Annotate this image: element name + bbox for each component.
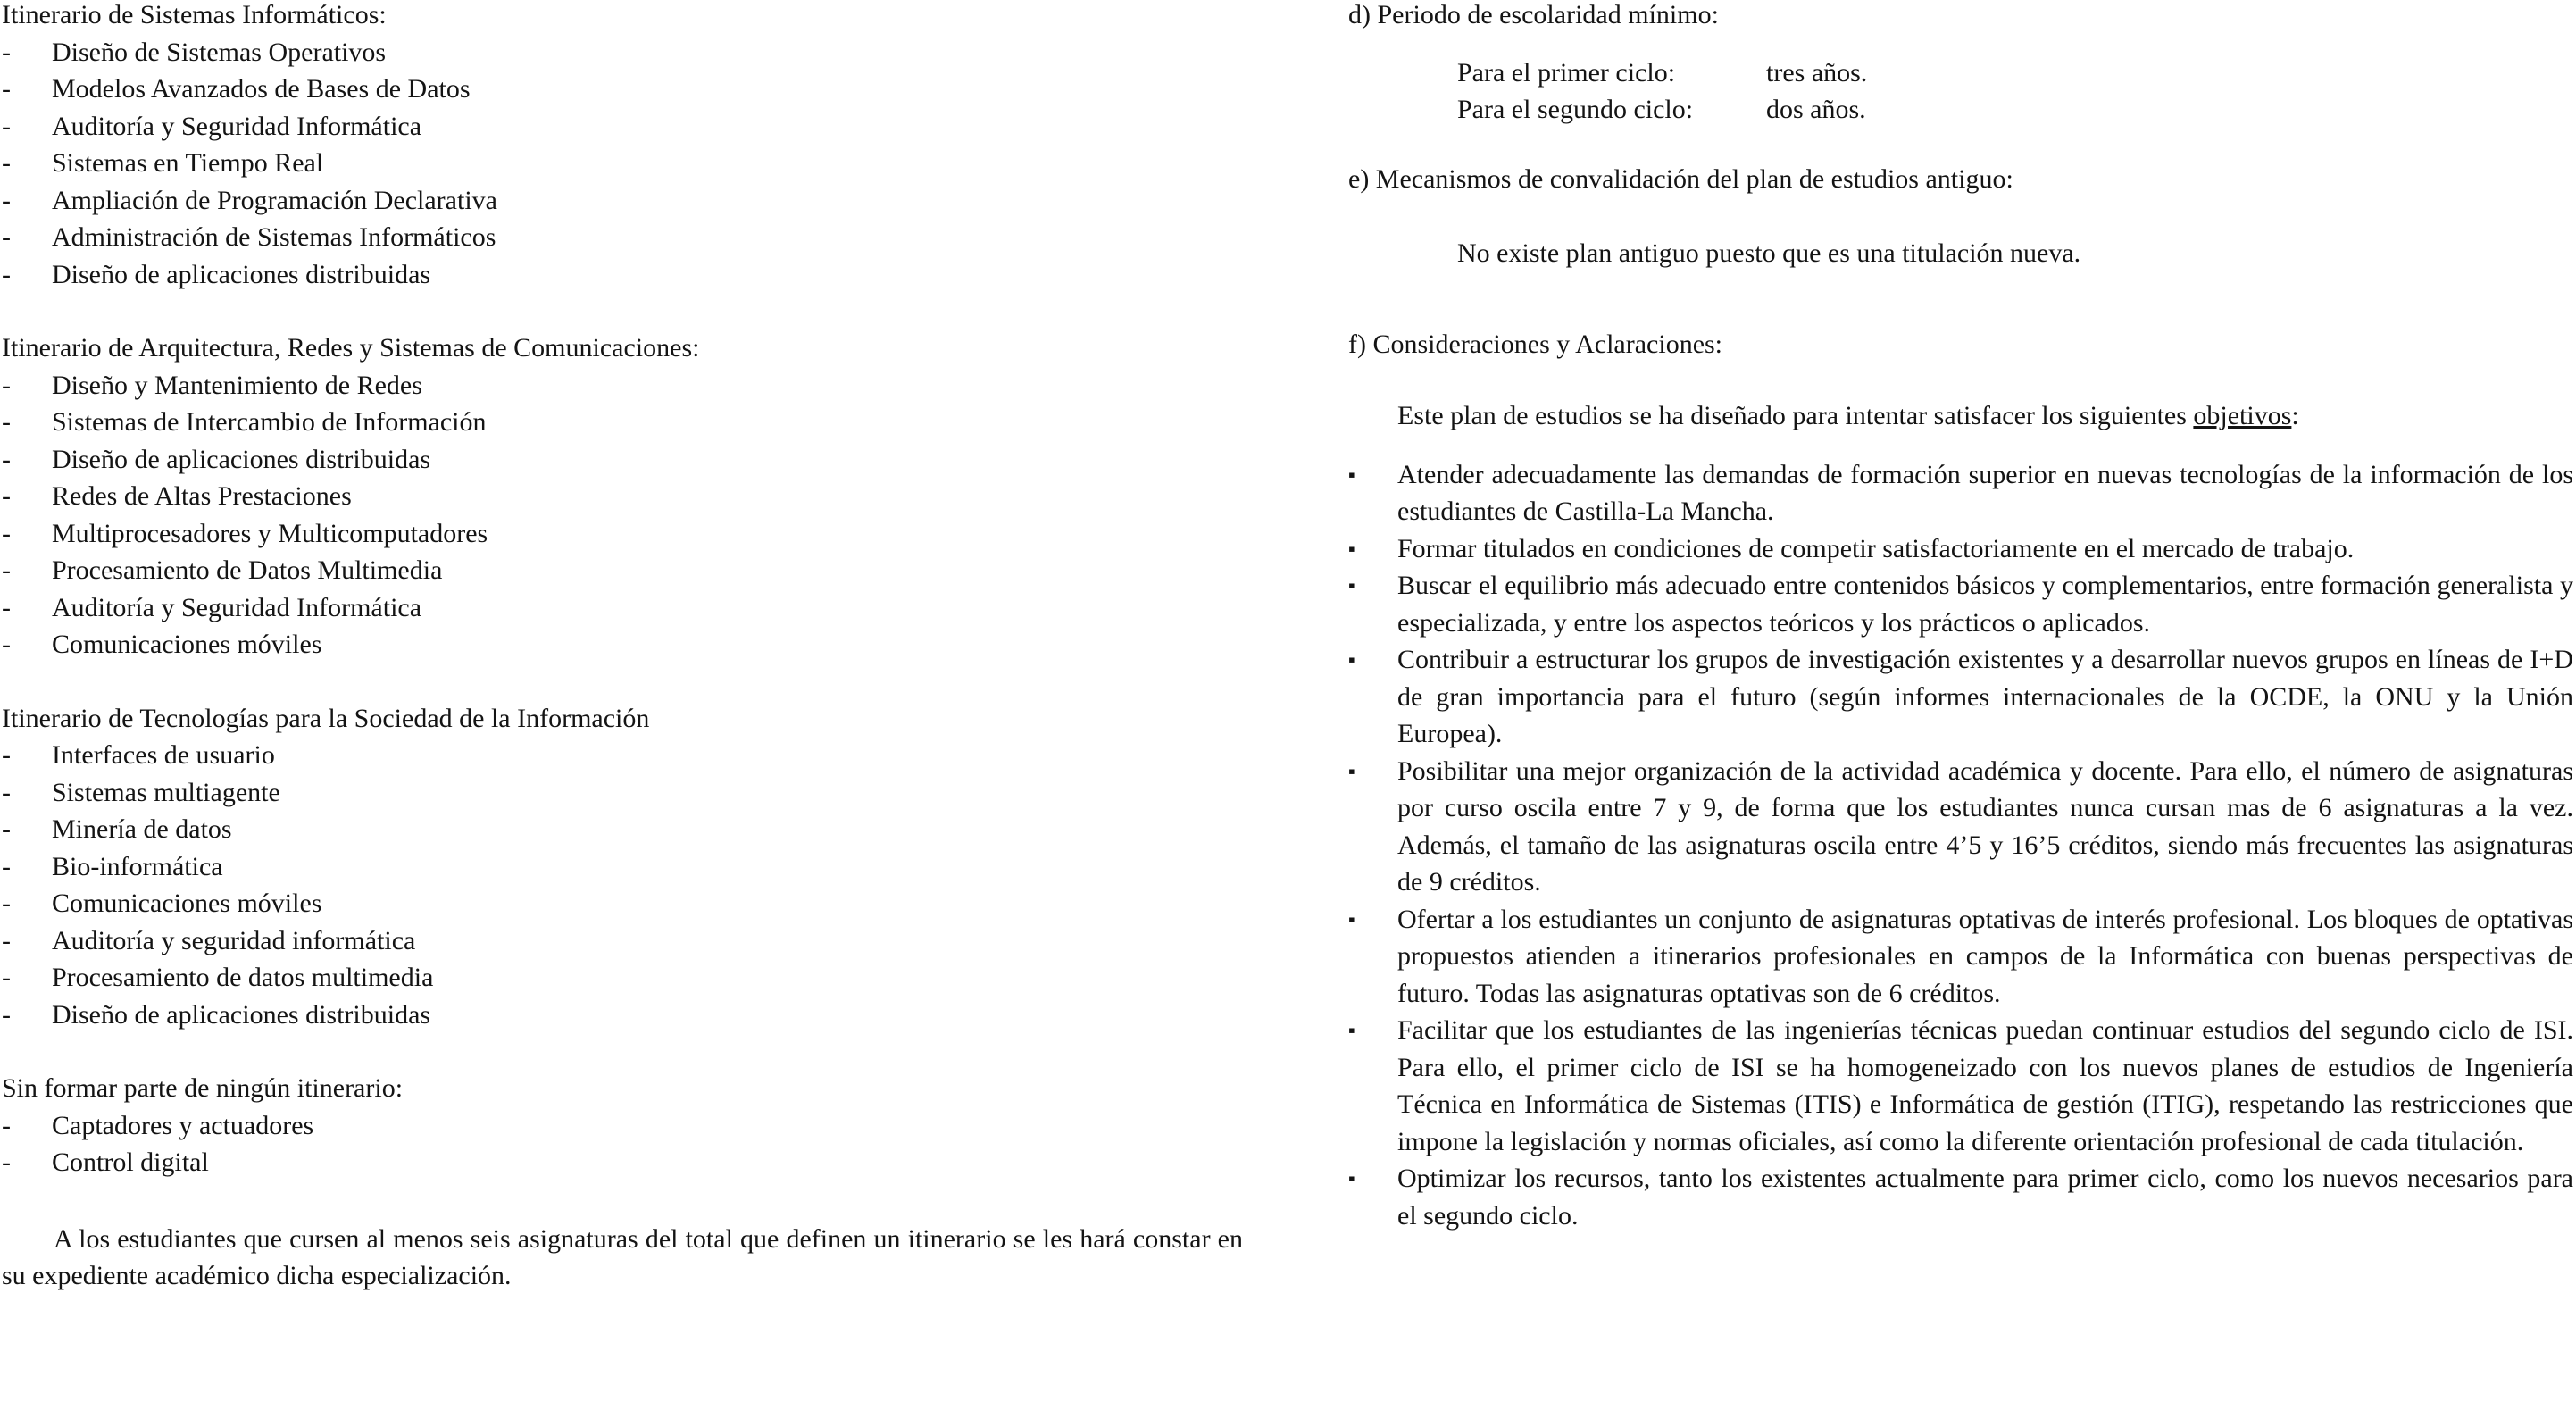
bullet-marker: ▪ [1348,537,1355,560]
dash-marker: - [2,925,11,955]
course-name: Administración de Sistemas Informáticos [52,222,496,252]
course-name: Captadores y actuadores [52,1110,314,1140]
course-name: Redes de Altas Prestaciones [52,481,352,511]
course-name: Comunicaciones móviles [52,630,322,659]
bullet-marker: ▪ [1348,759,1355,782]
spacer [2,1181,1270,1221]
dash-marker: - [2,481,11,511]
period-value: dos años. [1766,95,1866,124]
dash-marker: - [2,444,11,474]
period-table [1457,54,1867,129]
list-item [1348,567,2573,641]
no-itinerary [2,1070,1270,1181]
dash-marker: - [2,777,11,807]
section-heading: f) Consideraciones y Aclaraciones: [1348,329,1723,359]
section-heading: d) Periodo de escolaridad mínimo: [1348,0,1719,29]
right-column [1348,0,2573,1234]
left-column [2,0,1270,1295]
course-name: Procesamiento de datos multimedia [52,963,434,992]
course-name: Sistemas en Tiempo Real [52,148,324,178]
bullet-marker: ▪ [1348,907,1355,930]
dash-marker: - [2,851,11,881]
list-item [1348,753,2573,901]
dash-marker: - [2,37,11,67]
list-item [1348,641,2573,753]
itinerary-tecnologias [2,700,1270,1034]
course-name: Bio-informática [52,851,223,881]
course-list [2,367,1270,663]
bullet-marker: ▪ [1348,1019,1355,1041]
dash-marker: - [2,740,11,770]
dash-marker: - [2,407,11,437]
dash-marker: - [2,518,11,548]
course-name: Minería de datos [52,814,232,844]
course-name: Diseño de aplicaciones distribuidas [52,259,431,289]
list-item [1348,530,2573,568]
section-d [1348,0,2573,129]
section-heading: e) Mecanismos de convalidación del plan de estudios antiguo: [1348,163,2013,194]
list-item [2,997,1270,1034]
bullet-marker: ▪ [1348,574,1355,597]
course-name: Procesamiento de Datos Multimedia [52,555,443,585]
course-name: Interfaces de usuario [52,740,275,770]
objective-text: Contribuir a estructurar los grupos de investigación existentes y a desarrollar nuevos grupos en líneas de I+D de gran importancia para el futuro (según informes internacionales de la OCDE, la ONU y la Unión Europea). [1397,645,2573,748]
itinerary-arquitectura [2,330,1270,663]
list-item [2,145,1270,182]
itinerary-heading: Itinerario de Sistemas Informáticos: [2,0,387,29]
objective-text: Facilitar que los estudiantes de las ingenierías técnicas puedan continuar estudios del segundo ciclo de ISI. Para ello, el primer ciclo de ISI se ha homogeneizado con los nuevos planes de estudios de Ingeniería Técnica en Informática de Sistemas (ITIS) e Informática de gestión (ITIG), respetando las restricciones que impone la legislación y normas oficiales, así como la diferente orientación profesional de cada titulación. [1397,1015,2573,1156]
list-item [2,552,1270,589]
list-item [2,71,1270,108]
list-item [2,441,1270,479]
course-name: Diseño de aplicaciones distribuidas [52,444,431,474]
dash-marker: - [2,1147,11,1177]
course-list [2,34,1270,294]
spacer [1348,363,2573,397]
list-item [2,848,1270,886]
list-item [2,219,1270,256]
course-list [2,737,1270,1033]
list-item [1348,901,2573,1013]
itinerary-heading: Itinerario de Arquitectura, Redes y Sistemas de Comunicaciones: [2,333,700,363]
list-item [2,922,1270,960]
spacer [1348,272,2573,326]
period-label: Para el segundo ciclo: [1457,95,1694,124]
spacer [2,293,1270,330]
dash-marker: - [2,222,11,252]
period-label: Para el primer ciclo: [1457,57,1676,88]
course-name: Ampliación de Programación Declarativa [52,185,497,215]
dash-marker: - [2,185,11,215]
list-item [2,1144,1270,1181]
list-item [2,1107,1270,1145]
list-item [2,256,1270,294]
dash-marker: - [2,963,11,992]
dash-marker: - [2,630,11,659]
objective-text: Formar titulados en condiciones de competir satisfactoriamente en el mercado de trabajo. [1397,533,2355,563]
dash-marker: - [2,148,11,178]
course-name: Comunicaciones móviles [52,889,322,918]
course-name: Sistemas de Intercambio de Información [52,407,487,437]
itinerary-sistemas [2,0,1270,293]
dash-marker: - [2,999,11,1030]
course-list [2,1107,1270,1181]
list-item [2,959,1270,997]
objectives-list [1348,456,2573,1235]
course-name: Auditoría y Seguridad Informática [52,592,422,622]
intro-text: Este plan de estudios se ha diseñado para intentar satisfacer los siguientes [1397,401,2194,430]
list-item [2,367,1270,405]
spacer [2,663,1270,700]
list-item [2,515,1270,553]
list-item [2,626,1270,663]
course-name: Diseño de aplicaciones distribuidas [52,999,431,1030]
bullet-marker: ▪ [1348,1167,1355,1189]
itinerary-heading: Sin formar parte de ningún itinerario: [2,1073,404,1103]
objective-text: Atender adecuadamente las demandas de formación superior en nuevas tecnologías de la información de los estudiantes de Castilla-La Mancha. [1397,459,2573,526]
section-e [1348,161,2573,272]
objectives-intro [1348,397,2573,435]
objective-text: Posibilitar una mejor organización de la actividad académica y docente. Para ello, el número de asignaturas por curso oscila entre 7 y 9, de forma que los estudiantes nunca cursan mas de 6 asignaturas a la vez. Además, el tamaño de las asignaturas oscila entre 4’5 y 16’5 créditos, siendo más frecuentes las asignaturas de 9 créditos. [1397,755,2573,897]
list-item [2,34,1270,71]
list-item [2,589,1270,627]
table-row [1457,91,1867,129]
list-item [1348,1160,2573,1234]
list-item [2,885,1270,922]
course-name: Diseño y Mantenimiento de Redes [52,370,422,400]
course-name: Auditoría y Seguridad Informática [52,111,422,141]
objective-text: Ofertar a los estudiantes un conjunto de asignaturas optativas de interés profesional. Los bloques de optativas propuestos atienden a itinerarios profesionales en campos de la Informática con buenas perspectivas de futuro. Todas las asignaturas optativas son de 6 créditos. [1397,904,2573,1008]
dash-marker: - [2,370,11,400]
table-row [1457,54,1867,92]
spacer [1348,197,2573,235]
objective-text: Buscar el equilibrio más adecuado entre contenidos básicos y complementarios, entre formación generalista y especializada, y entre los aspectos teóricos y los prácticos o aplicados. [1397,571,2573,638]
list-item [2,404,1270,441]
objectives-word: objetivos [2193,401,2292,430]
dash-marker: - [2,889,11,918]
section-text: No existe plan antiguo puesto que es una titulación nueva. [1457,238,2081,268]
spacer [2,1033,1270,1070]
bullet-marker: ▪ [1348,463,1355,486]
period-value: tres años. [1766,57,1868,88]
section-f [1348,326,2573,1235]
dash-marker: - [2,259,11,289]
list-item [2,478,1270,515]
itinerary-heading: Itinerario de Tecnologías para la Sociedad de la Información [2,703,650,733]
objective-text: Optimizar los recursos, tanto los existentes actualmente para primer ciclo, como los nuevos necesarios para el segundo ciclo. [1397,1164,2573,1231]
course-name: Modelos Avanzados de Bases de Datos [52,74,471,104]
list-item [1348,456,2573,530]
course-name: Diseño de Sistemas Operativos [52,37,387,67]
list-item [2,108,1270,146]
list-item [2,737,1270,774]
list-item [2,811,1270,848]
spacer [1348,435,2573,456]
bullet-marker: ▪ [1348,648,1355,671]
spacer [1348,129,2573,161]
list-item [2,182,1270,220]
list-item [1348,1012,2573,1160]
intro-end: : [2291,401,2299,430]
course-name: Auditoría y seguridad informática [52,925,416,955]
course-name: Control digital [52,1147,209,1177]
dash-marker: - [2,111,11,141]
dash-marker: - [2,555,11,585]
dash-marker: - [2,1110,11,1140]
course-name: Multiprocesadores y Multicomputadores [52,518,488,548]
course-name: Sistemas multiagente [52,777,280,807]
list-item [2,774,1270,812]
dash-marker: - [2,592,11,622]
closing-paragraph: A los estudiantes que cursen al menos seis asignaturas del total que definen un itinerario se les hará constar en su expediente académico dicha especialización. [2,1223,1243,1290]
dash-marker: - [2,74,11,104]
dash-marker: - [2,814,11,844]
